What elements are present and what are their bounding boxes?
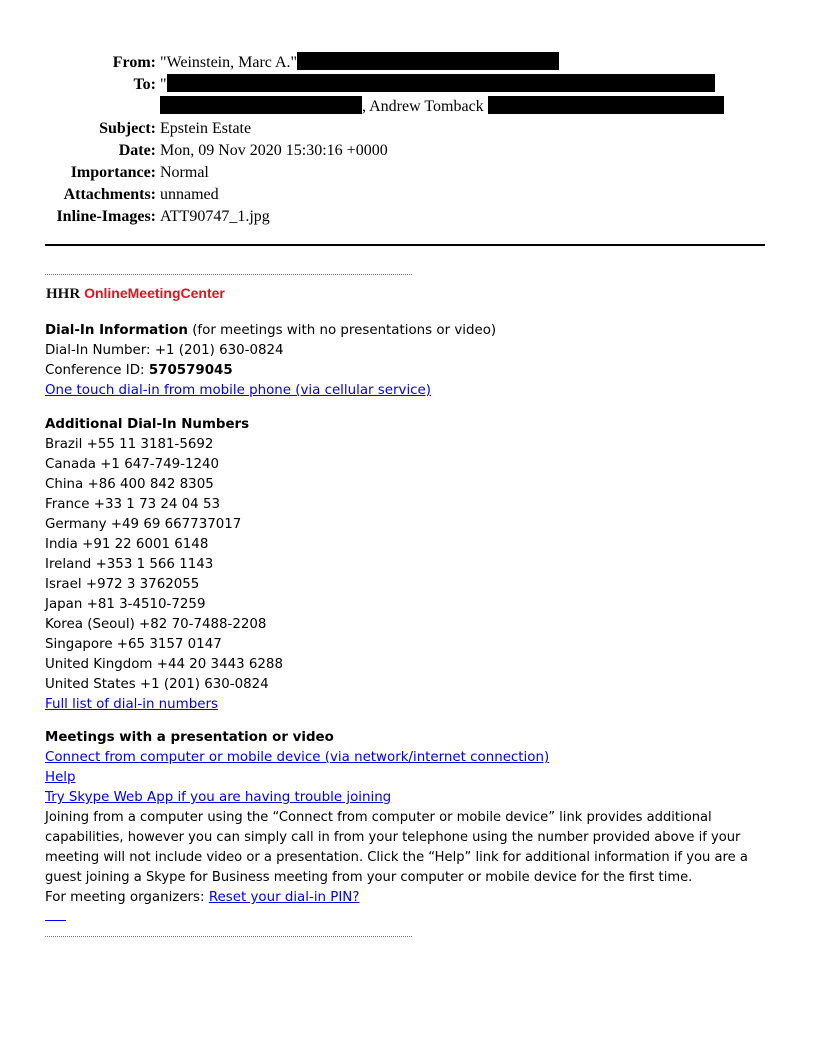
header-date-row <box>0 140 816 162</box>
attachments-value: unnamed <box>160 186 219 203</box>
dial-in-heading: Dial-In Information <box>45 323 188 338</box>
organizers-label: For meeting organizers: <box>45 890 209 905</box>
conference-id-line <box>45 361 765 381</box>
dial-in-number-item: India +91 22 6001 6148 <box>45 537 209 552</box>
header-importance-row <box>0 162 816 184</box>
dotted-separator-top <box>45 274 412 275</box>
one-touch-dial-in-link[interactable]: One touch dial-in from mobile phone (via cellular service) <box>45 383 431 398</box>
subject-label: Subject: <box>99 120 156 137</box>
email-header <box>0 52 816 228</box>
redaction-block <box>167 74 715 92</box>
redaction-block <box>297 52 559 70</box>
header-to-row-continued <box>0 96 816 118</box>
meeting-body <box>45 321 765 928</box>
dial-in-number-item: Israel +972 3 3762055 <box>45 577 200 592</box>
attachments-label: Attachments: <box>63 186 156 203</box>
help-link[interactable]: Help <box>45 770 76 785</box>
dial-in-number-item: Canada +1 647-749-1240 <box>45 457 220 472</box>
header-inline-images-row <box>0 206 816 228</box>
joining-info-paragraph: Joining from a computer using the “Connect from computer or mobile device” link provides additional capabilities, however you can simply call in from your telephone using the number provided above if your meeting will not include video or a presentation. Click the “Help” link for additional information if you are a guest joining a Skype for Business meeting from your computer or mobile device for the first time. <box>45 810 748 885</box>
conference-id-label: Conference ID: <box>45 363 149 378</box>
dial-in-number-item: United States +1 (201) 630-0824 <box>45 677 269 692</box>
organizers-line <box>45 888 765 908</box>
connect-from-computer-link[interactable]: Connect from computer or mobile device (via network/internet connection) <box>45 750 550 765</box>
inline-images-value: ATT90747_1.jpg <box>160 208 270 225</box>
header-attachments-row <box>0 184 816 206</box>
header-from-row <box>0 52 816 74</box>
dial-in-number-item: Germany +49 69 667737017 <box>45 517 242 532</box>
reset-pin-link[interactable]: Reset your dial-in PIN? <box>208 890 360 905</box>
header-subject-row <box>0 118 816 140</box>
logo-product-name: OnlineMeetingCenter <box>84 285 225 301</box>
dial-in-number: +1 (201) 630-0824 <box>154 343 284 358</box>
inline-images-label: Inline-Images: <box>56 208 156 225</box>
to-recipient-name: , Andrew Tomback <box>362 98 488 115</box>
conference-id: 570579045 <box>148 363 233 378</box>
dial-in-heading-line <box>45 321 765 341</box>
redaction-block <box>160 96 362 114</box>
dial-in-heading-note: (for meetings with no presentations or video) <box>187 323 497 338</box>
dotted-separator-bottom <box>45 936 412 937</box>
from-value: "Weinstein, Marc A." <box>160 54 298 71</box>
dial-in-number-item: Ireland +353 1 566 1143 <box>45 557 214 572</box>
dial-in-number-item: France +33 1 73 24 04 53 <box>45 497 220 512</box>
importance-label: Importance: <box>70 164 156 181</box>
header-to-row <box>0 74 816 96</box>
from-label: From: <box>112 54 156 71</box>
to-value-prefix: " <box>160 76 167 93</box>
header-divider <box>45 244 765 246</box>
date-label: Date: <box>118 142 156 159</box>
link-underline-fragment <box>45 920 66 921</box>
to-label: To: <box>133 76 156 93</box>
dial-in-number-item: Brazil +55 11 3181-5692 <box>45 437 214 452</box>
importance-value: Normal <box>160 164 209 181</box>
dial-in-number-item: Korea (Seoul) +82 70-7488-2208 <box>45 617 267 632</box>
dial-in-number-line <box>45 341 765 361</box>
redaction-block <box>488 96 724 114</box>
additional-numbers-heading: Additional Dial-In Numbers <box>45 417 250 432</box>
dial-in-number-item: Singapore +65 3157 0147 <box>45 637 222 652</box>
date-value: Mon, 09 Nov 2020 15:30:16 +0000 <box>160 142 388 159</box>
dial-in-number-item: United Kingdom +44 20 3443 6288 <box>45 657 283 672</box>
skype-web-app-link[interactable]: Try Skype Web App if you are having trouble joining <box>45 790 392 805</box>
full-list-link[interactable]: Full list of dial-in numbers <box>45 697 218 712</box>
dial-in-number-label: Dial-In Number: <box>45 343 155 358</box>
dial-in-number-item: China +86 400 842 8305 <box>45 477 214 492</box>
logo-hhr: HHR <box>46 286 81 302</box>
subject-value: Epstein Estate <box>160 120 252 137</box>
dial-in-number-item: Japan +81 3-4510-7259 <box>45 597 206 612</box>
presentation-heading: Meetings with a presentation or video <box>45 730 334 745</box>
online-meeting-center-logo <box>46 284 225 303</box>
